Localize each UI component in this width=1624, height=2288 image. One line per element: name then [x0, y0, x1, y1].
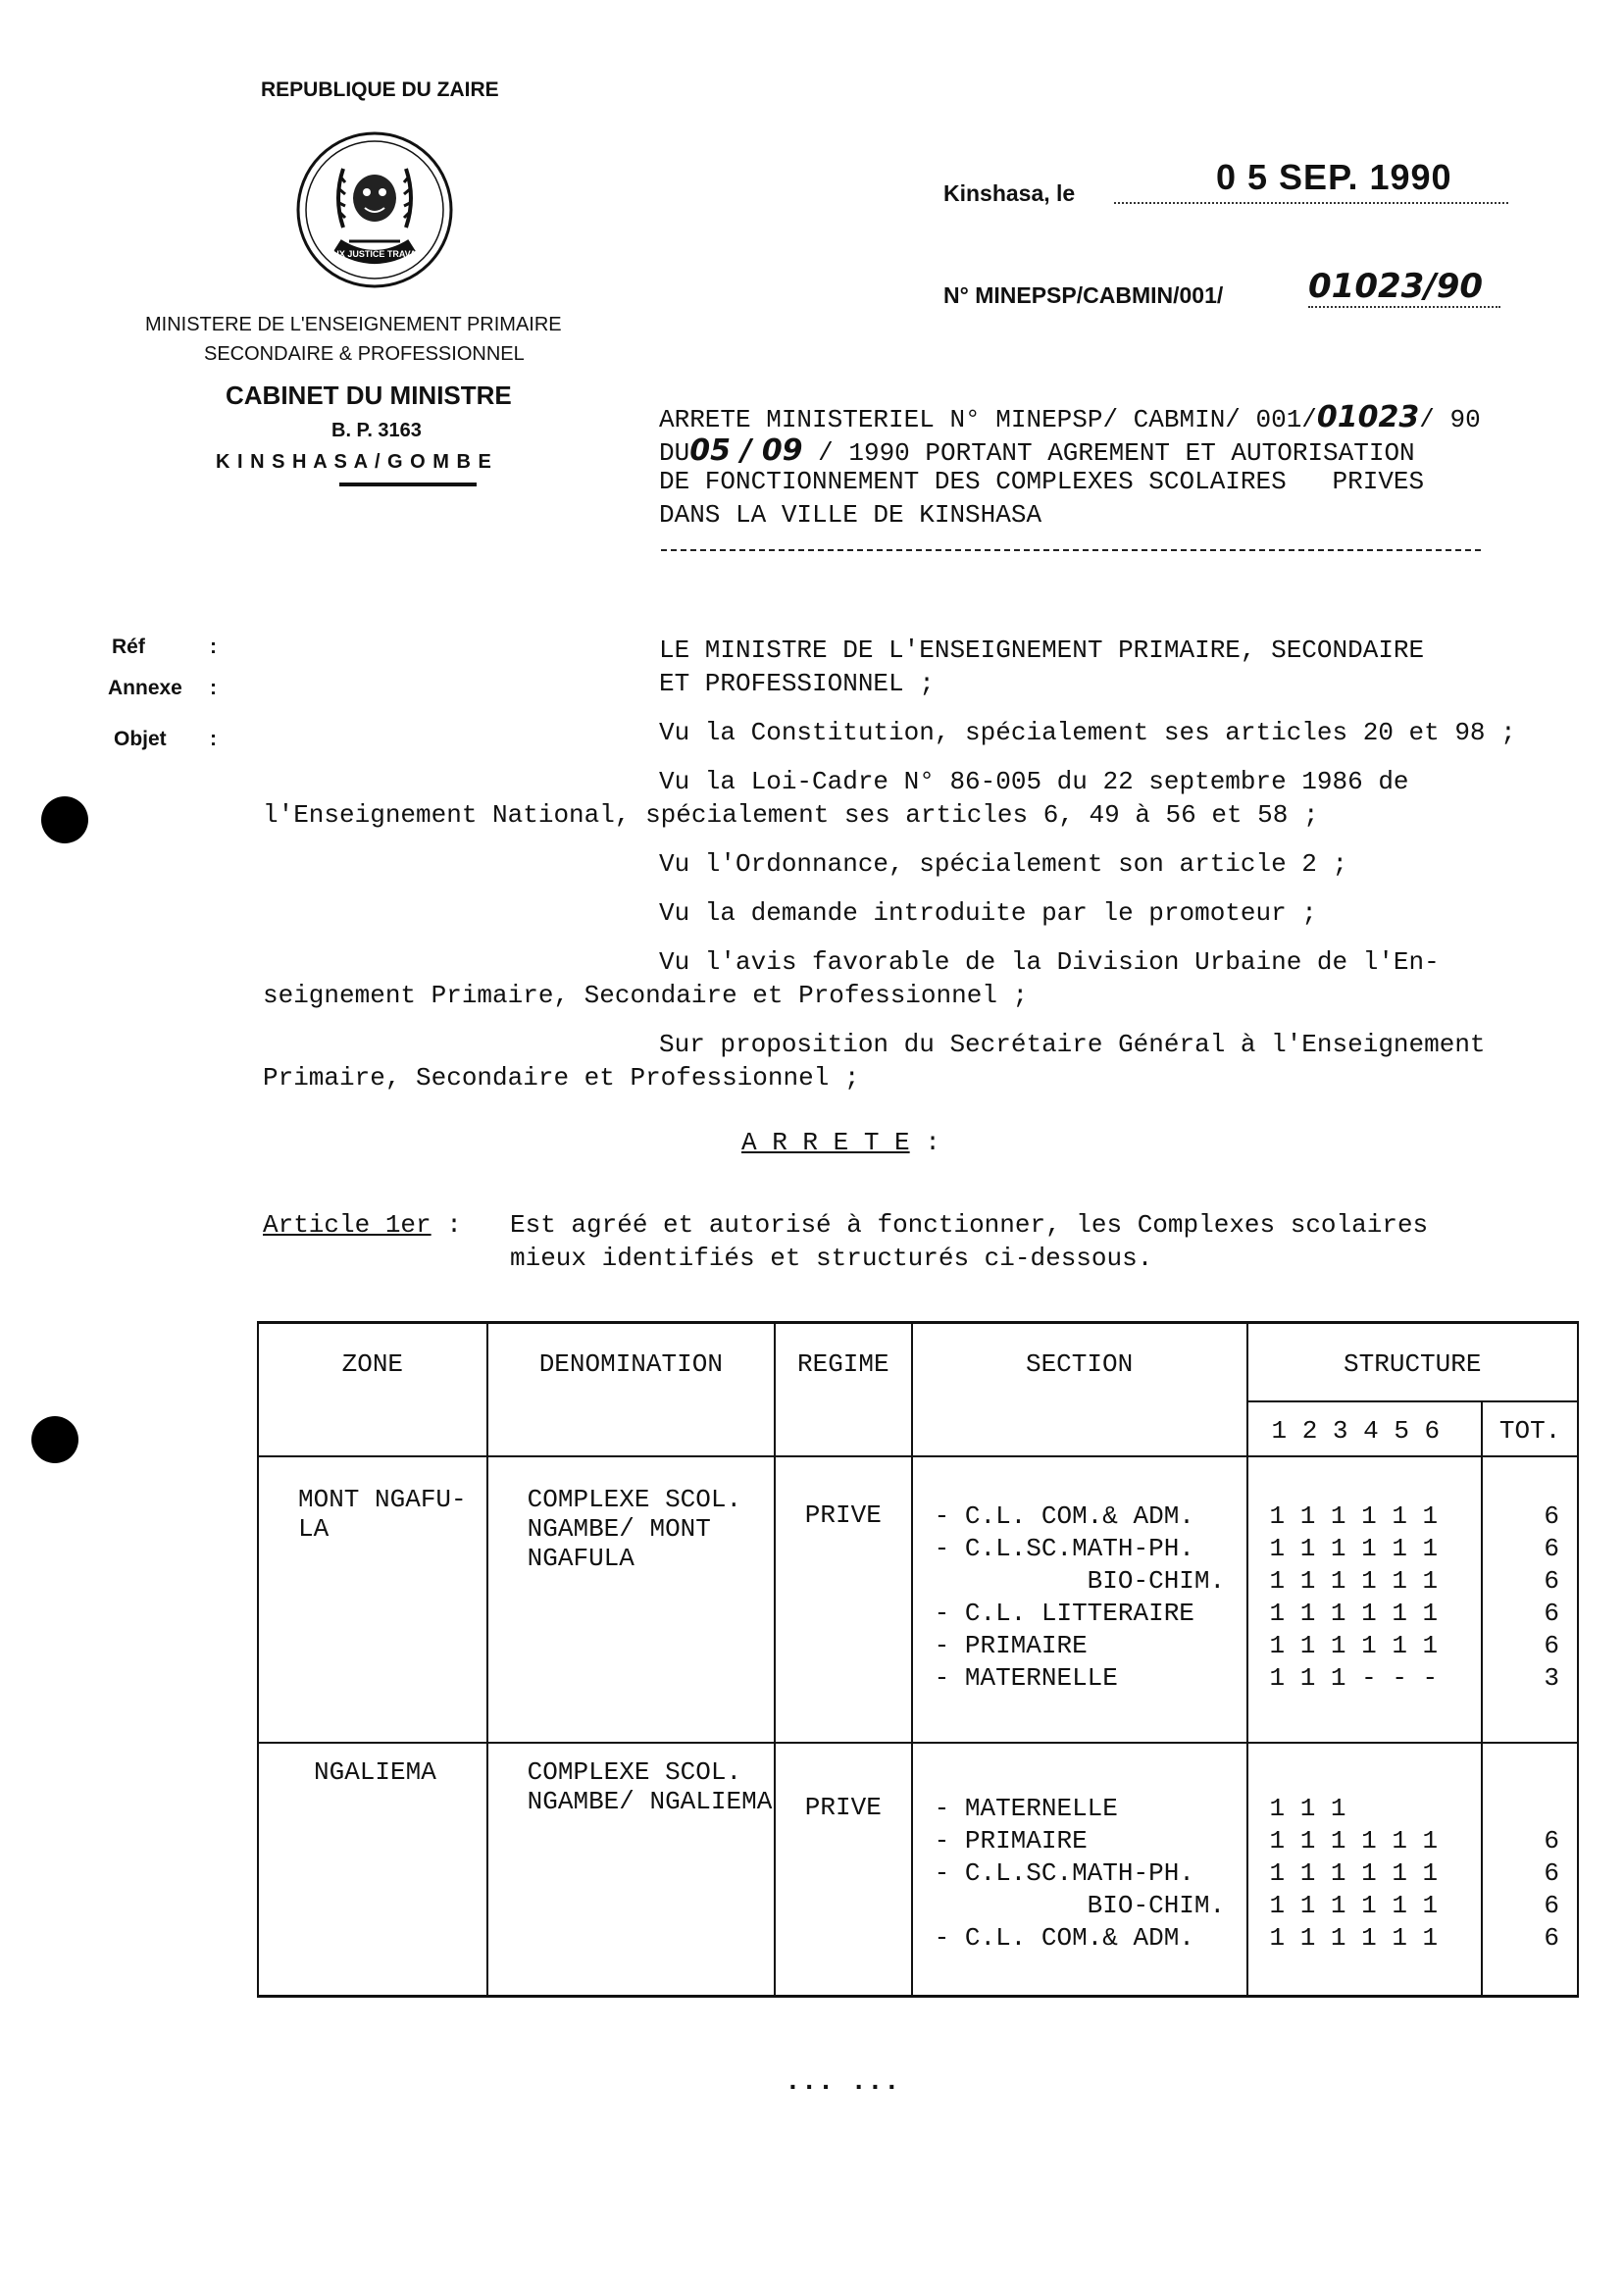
sur-proposition-line-1: Sur proposition du Secrétaire Général à l'Enseignement — [659, 1030, 1486, 1059]
row-1-regime: PRIVE — [775, 1456, 912, 1743]
level-entry: 1 1 1 1 1 1 — [1269, 1534, 1439, 1563]
total-entry: 6 — [1544, 1826, 1559, 1856]
row-1-denomination: COMPLEXE SCOL. NGAMBE/ MONT NGAFULA — [487, 1456, 775, 1743]
total-entry: 6 — [1544, 1923, 1559, 1953]
header-section: SECTION — [912, 1323, 1247, 1457]
total-entry: 3 — [1544, 1663, 1559, 1693]
row-2-totals — [1482, 1743, 1578, 1997]
decree-date-prefix: DU — [659, 438, 690, 468]
section-entry: - C.L.SC.MATH-PH. — [934, 1858, 1194, 1888]
article-text-line-2: mieux identifiés et structurés ci-dessous. — [510, 1244, 1153, 1273]
objet-label: Objet — [114, 728, 167, 750]
reference-label: N° MINEPSP/CABMIN/001/ — [943, 282, 1224, 308]
sur-proposition-line-2: Primaire, Secondaire et Professionnel ; — [263, 1063, 860, 1093]
country-name: REPUBLIQUE DU ZAIRE — [261, 78, 499, 101]
arrete-word: A R R E T E — [741, 1128, 910, 1157]
article-label — [263, 1210, 462, 1240]
header-zone: ZONE — [258, 1323, 487, 1457]
minister-line-2: ET PROFESSIONNEL ; — [659, 669, 935, 698]
decree-number-handwritten: 01023 — [1316, 400, 1420, 434]
row-2-zone: NGALIEMA — [258, 1743, 487, 1997]
city-line: K I N S H A S A / G O M B E — [216, 451, 492, 473]
level-entry: 1 1 1 1 1 1 — [1269, 1858, 1439, 1888]
level-entry: 1 1 1 1 1 1 — [1269, 1566, 1439, 1596]
section-entry: - PRIMAIRE — [934, 1826, 1088, 1856]
decree-title-line-2 — [659, 433, 1415, 468]
decree-date-handwritten: 05 / 09 — [689, 433, 803, 468]
decree-title-suffix: / 90 — [1419, 405, 1481, 434]
date-stamp: 0 5 SEP. 1990 — [1216, 157, 1452, 197]
table-row — [258, 1743, 1578, 1997]
level-entry: 1 1 1 1 1 1 — [1269, 1599, 1439, 1628]
header-regime: REGIME — [775, 1323, 912, 1457]
header-total: TOT. — [1482, 1401, 1578, 1456]
level-entry: 1 1 1 1 1 1 — [1269, 1826, 1439, 1856]
section-entry: - C.L.SC.MATH-PH. — [934, 1534, 1194, 1563]
decree-title-line-3: DE FONCTIONNEMENT DES COMPLEXES SCOLAIRES PRIVES — [659, 467, 1425, 496]
level-entry: 1 1 1 — [1269, 1794, 1346, 1823]
total-entry: 6 — [1544, 1566, 1559, 1596]
reference-handwritten: 01023/90 — [1308, 267, 1484, 306]
vu-ordonnance: Vu l'Ordonnance, spécialement son article 2 ; — [659, 849, 1348, 879]
section-entry: - C.L. LITTERAIRE — [934, 1599, 1194, 1628]
decree-title-continued: / 1990 PORTANT AGREMENT ET AUTORISATION — [802, 438, 1415, 468]
arrete-heading — [741, 1128, 940, 1157]
total-entry: 6 — [1544, 1534, 1559, 1563]
total-entry: 6 — [1544, 1631, 1559, 1660]
vu-avis-line-2: seignement Primaire, Secondaire et Professionnel ; — [263, 981, 1029, 1010]
minister-line-1: LE MINISTRE DE L'ENSEIGNEMENT PRIMAIRE, SECONDAIRE — [659, 636, 1425, 665]
ministry-line-2: SECONDAIRE & PROFESSIONNEL — [204, 343, 525, 365]
punch-hole-top — [41, 796, 88, 843]
national-seal — [294, 129, 455, 290]
section-entry: - MATERNELLE — [934, 1794, 1118, 1823]
arrete-colon: : — [925, 1128, 940, 1157]
row-1-sections — [912, 1456, 1247, 1743]
punch-hole-bottom — [31, 1416, 78, 1463]
level-entry: 1 1 1 1 1 1 — [1269, 1923, 1439, 1953]
table-row — [258, 1456, 1578, 1743]
total-entry: 6 — [1544, 1891, 1559, 1920]
schools-structure-table — [257, 1321, 1579, 1998]
row-2-levels — [1247, 1743, 1483, 1997]
total-entry: 6 — [1544, 1599, 1559, 1628]
row-1-totals — [1482, 1456, 1578, 1743]
article-number: Article 1er — [263, 1210, 431, 1240]
postal-box: B. P. 3163 — [331, 420, 422, 441]
annexe-colon: : — [210, 677, 217, 699]
level-entry: 1 1 1 1 1 1 — [1269, 1501, 1439, 1531]
reference-dotted-line — [1308, 280, 1500, 308]
row-2-denomination: COMPLEXE SCOL. NGAMBE/ NGALIEMA — [487, 1743, 775, 1997]
vu-constitution: Vu la Constitution, spécialement ses articles 20 et 98 ; — [659, 718, 1516, 747]
ministry-line-1: MINISTERE DE L'ENSEIGNEMENT PRIMAIRE — [145, 314, 562, 335]
article-text-line-1: Est agréé et autorisé à fonctionner, les Complexes scolaires — [510, 1210, 1429, 1240]
section-entry: - MATERNELLE — [934, 1663, 1118, 1693]
title-separator — [661, 549, 1481, 551]
section-entry: BIO-CHIM. — [934, 1891, 1226, 1920]
header-structure: STRUCTURE — [1247, 1323, 1579, 1402]
city-underline — [339, 483, 477, 486]
header-denomination: DENOMINATION — [487, 1323, 775, 1457]
ref-colon: : — [210, 636, 217, 658]
continuation-marker: ... ... — [785, 2067, 900, 2098]
vu-demande: Vu la demande introduite par le promoteur ; — [659, 898, 1317, 928]
level-entry: 1 1 1 1 1 1 — [1269, 1891, 1439, 1920]
ref-label: Réf — [112, 636, 145, 658]
total-entry: 6 — [1544, 1501, 1559, 1531]
annexe-label: Annexe — [108, 677, 182, 699]
total-entry: 6 — [1544, 1858, 1559, 1888]
section-entry: - PRIMAIRE — [934, 1631, 1088, 1660]
vu-loi-cadre-line-2: l'Enseignement National, spécialement ses articles 6, 49 à 56 et 58 ; — [263, 800, 1319, 830]
level-entry: 1 1 1 1 1 1 — [1269, 1631, 1439, 1660]
vu-loi-cadre-line-1: Vu la Loi-Cadre N° 86-005 du 22 septembre 1986 de — [659, 767, 1409, 796]
decree-title-line-4: DANS LA VILLE DE KINSHASA — [659, 500, 1042, 530]
row-2-sections — [912, 1743, 1247, 1997]
row-1-levels — [1247, 1456, 1483, 1743]
objet-colon: : — [210, 728, 217, 750]
article-colon: : — [446, 1210, 462, 1240]
section-entry: - C.L. COM.& ADM. — [934, 1501, 1194, 1531]
vu-avis-line-1: Vu l'avis favorable de la Division Urbaine de l'En- — [659, 947, 1440, 977]
total-entry — [1483, 1793, 1559, 1825]
seal-motto: PAIX JUSTICE TRAVAIL — [325, 249, 425, 259]
header-levels: 1 2 3 4 5 6 — [1247, 1401, 1483, 1456]
table-header-row — [258, 1323, 1578, 1402]
cabinet-title: CABINET DU MINISTRE — [226, 381, 512, 410]
decree-title-prefix: ARRETE MINISTERIEL N° MINEPSP/ CABMIN/ 001/ — [659, 405, 1317, 434]
decree-title-line-1 — [659, 400, 1481, 434]
section-entry: BIO-CHIM. — [934, 1566, 1226, 1596]
section-entry: - C.L. COM.& ADM. — [934, 1923, 1194, 1953]
level-entry: 1 1 1 - - - — [1269, 1663, 1439, 1693]
row-1-zone: MONT NGAFU- LA — [258, 1456, 487, 1743]
row-2-regime: PRIVE — [775, 1743, 912, 1997]
place-label: Kinshasa, le — [943, 180, 1076, 206]
